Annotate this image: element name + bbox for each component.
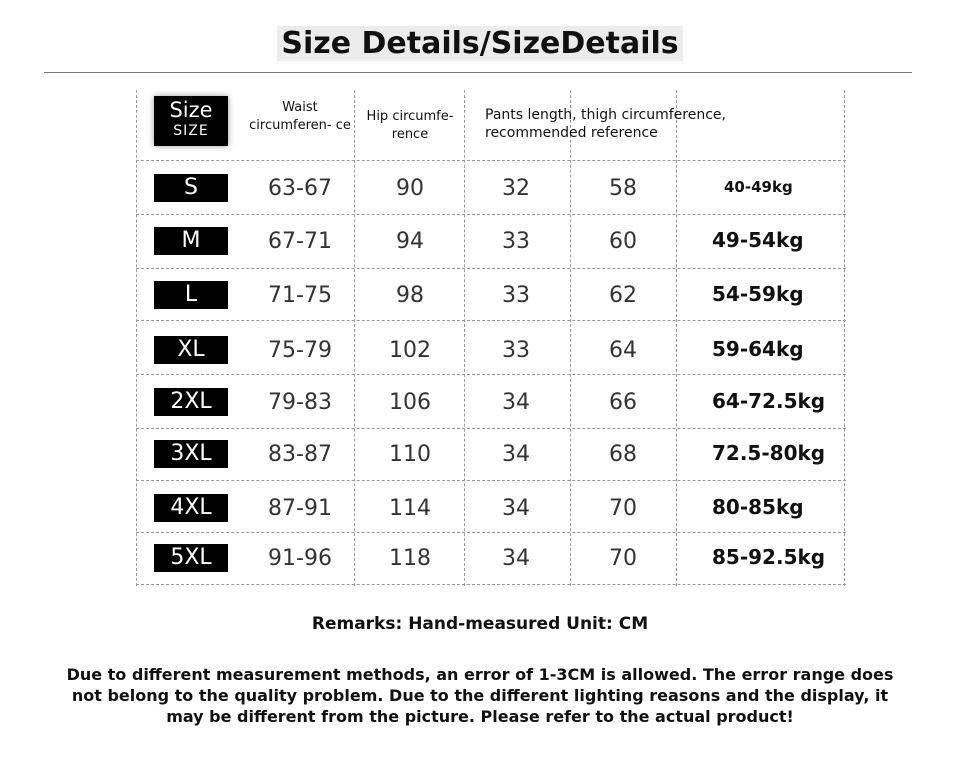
grid-line <box>136 268 846 269</box>
weight-value: 54-59kg <box>712 282 804 306</box>
disclaimer-note: Due to different measurement methods, an error of 1-3CM is allowed. The error range does not belong to the quality problem. Due to the different lighting reasons and the display, it may be different from the picture. Please refer to the actual product! <box>66 665 894 726</box>
waist-header: Waist circumferen- ce <box>249 100 351 133</box>
thigh-value: 58 <box>609 176 637 201</box>
thigh-value: 64 <box>609 338 637 363</box>
grid-line <box>136 320 846 321</box>
weight-value: 64-72.5kg <box>712 389 826 413</box>
weight-value: 59-64kg <box>712 337 804 361</box>
length-value: 33 <box>502 283 530 308</box>
grid-line <box>136 584 846 585</box>
waist-value: 71-75 <box>268 283 332 308</box>
size-header-label: Size SIZE <box>154 96 228 146</box>
grid-line <box>136 374 846 375</box>
grid-line <box>136 480 846 481</box>
hip-value: 118 <box>389 546 431 571</box>
page-title: Size Details/SizeDetails <box>0 26 960 61</box>
weight-value: 40-49kg <box>724 178 793 196</box>
hip-value: 90 <box>396 176 424 201</box>
size-chip: 5XL <box>154 544 228 572</box>
thigh-value: 62 <box>609 283 637 308</box>
hip-header: Hip circumfe- rence <box>366 109 454 142</box>
weight-value: 80-85kg <box>712 495 804 519</box>
remarks: Remarks: Hand-measured Unit: CM <box>311 614 649 634</box>
pants-header: Pants length, thigh circumference, recommended reference <box>485 107 726 141</box>
size-chip: L <box>154 281 228 309</box>
length-value: 33 <box>502 338 530 363</box>
thigh-value: 70 <box>609 496 637 521</box>
hip-value: 114 <box>389 496 431 521</box>
weight-value: 72.5-80kg <box>712 441 826 465</box>
size-chip: S <box>154 174 228 202</box>
waist-value: 87-91 <box>268 496 332 521</box>
hip-value: 102 <box>389 338 431 363</box>
thigh-value: 70 <box>609 546 637 571</box>
title-divider <box>44 72 912 73</box>
length-value: 34 <box>502 496 530 521</box>
grid-line <box>570 90 571 586</box>
size-chip: 3XL <box>154 440 228 468</box>
length-value: 33 <box>502 229 530 254</box>
hip-value: 106 <box>389 390 431 415</box>
size-chip: 2XL <box>154 388 228 416</box>
length-value: 34 <box>502 546 530 571</box>
size-chip: M <box>154 227 228 255</box>
thigh-value: 66 <box>609 390 637 415</box>
size-chip: 4XL <box>154 494 228 522</box>
waist-value: 83-87 <box>268 442 332 467</box>
weight-value: 85-92.5kg <box>712 545 826 569</box>
hip-value: 94 <box>396 229 424 254</box>
grid-line <box>354 90 355 586</box>
hip-value: 110 <box>389 442 431 467</box>
thigh-value: 60 <box>609 229 637 254</box>
waist-value: 75-79 <box>268 338 332 363</box>
waist-value: 67-71 <box>268 229 332 254</box>
grid-line <box>844 90 845 586</box>
grid-line <box>136 160 846 161</box>
grid-line <box>464 90 465 586</box>
thigh-value: 68 <box>609 442 637 467</box>
grid-line <box>136 532 846 533</box>
grid-line <box>136 214 846 215</box>
grid-line <box>136 428 846 429</box>
hip-value: 98 <box>396 283 424 308</box>
length-value: 34 <box>502 442 530 467</box>
length-value: 32 <box>502 176 530 201</box>
grid-line <box>676 90 677 586</box>
grid-line <box>136 90 137 586</box>
waist-value: 79-83 <box>268 390 332 415</box>
waist-value: 63-67 <box>268 176 332 201</box>
length-value: 34 <box>502 390 530 415</box>
size-chip: XL <box>154 336 228 364</box>
waist-value: 91-96 <box>268 546 332 571</box>
weight-value: 49-54kg <box>712 228 804 252</box>
